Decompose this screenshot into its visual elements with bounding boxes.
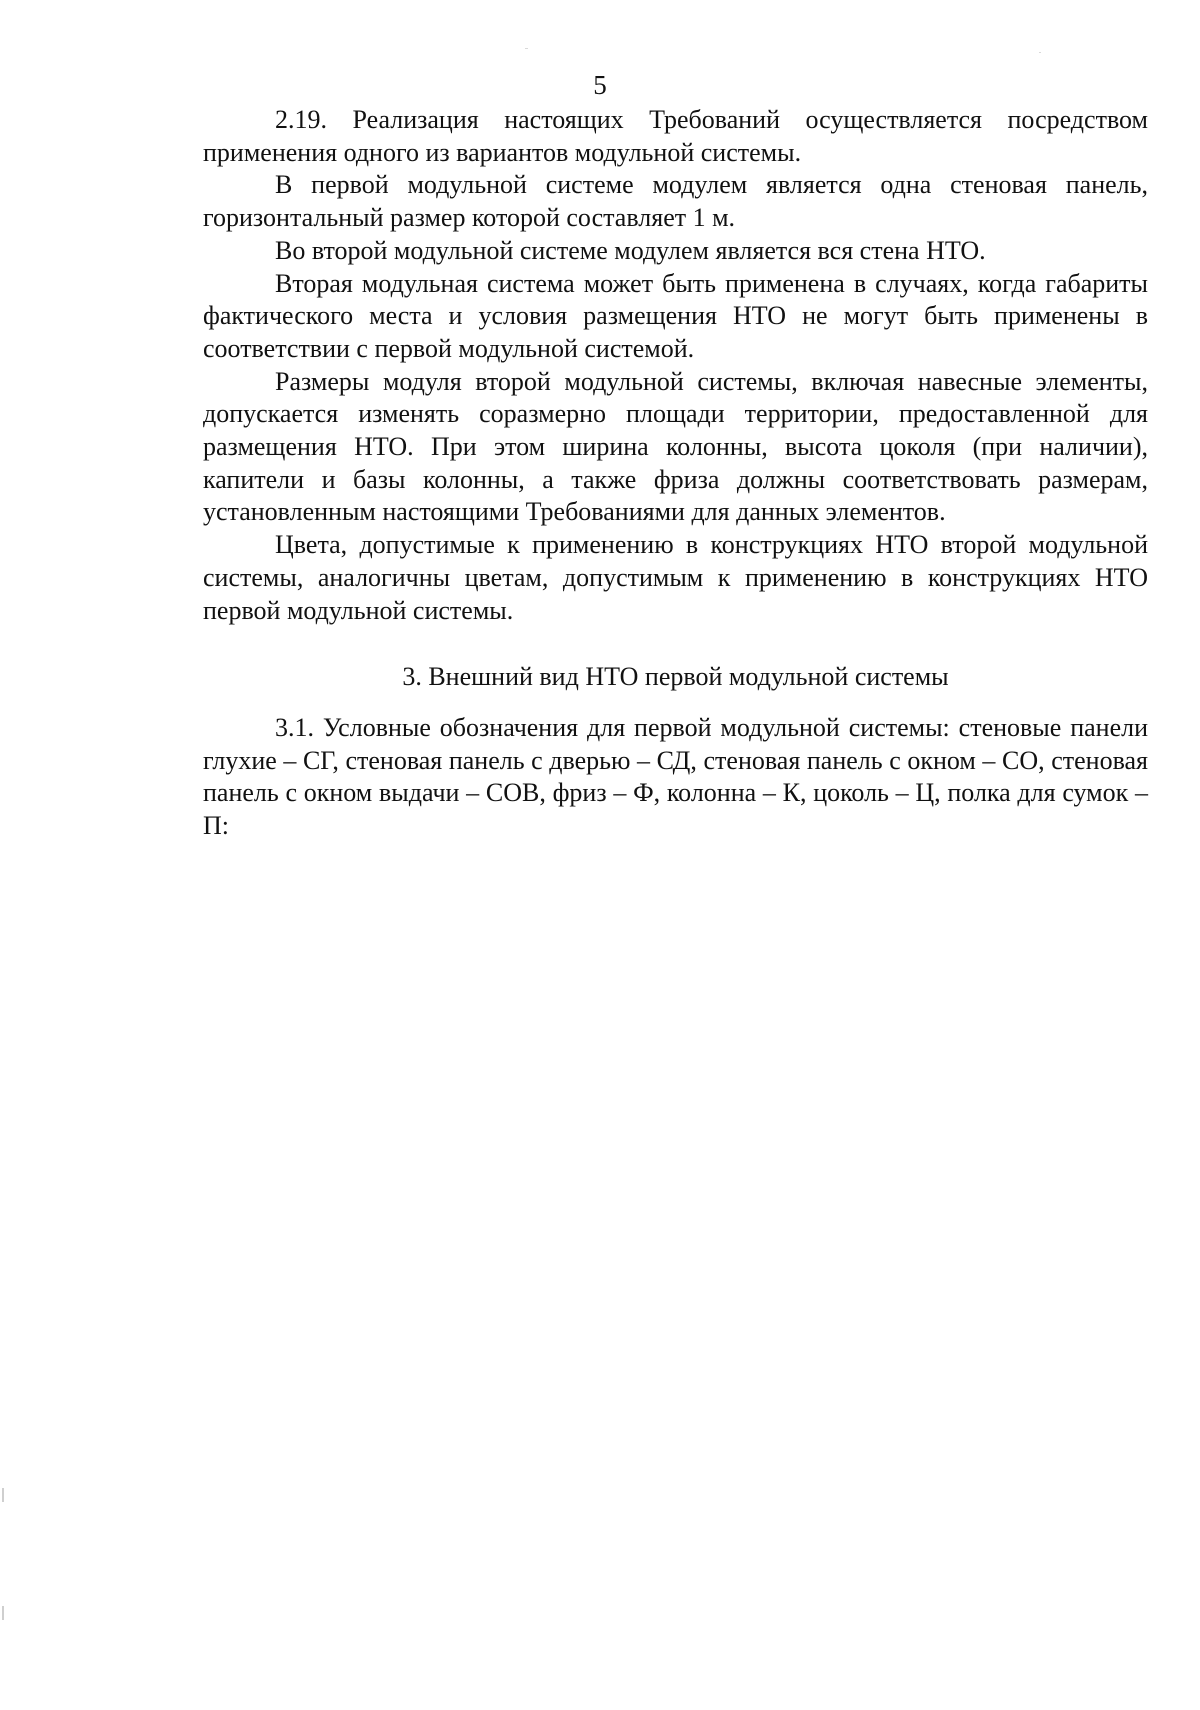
scan-artifact bbox=[525, 48, 528, 49]
scan-artifact bbox=[2, 1606, 4, 1620]
section-heading: 3. Внешний вид НТО первой модульной системы bbox=[402, 662, 949, 692]
paragraph-second-modular-system: Во второй модульной системе модулем является вся стена НТО. bbox=[275, 235, 986, 265]
paragraph-second-system-applicability: Вторая модульная система может быть применена в случаях, когда габариты фактического места и условия размещения НТО не могут быть применены в соответствии с первой модульной системой. bbox=[203, 268, 1148, 363]
paragraph-first-modular-system: В первой модульной системе модулем является одна стеновая панель, горизонтальный размер которой составляет 1 м. bbox=[203, 170, 1148, 233]
paragraph-module-dimensions: Размеры модуля второй модульной системы, включая навесные элементы, допускается изменять соразмерно площади территории, предоставленной для размещения НТО. При этом ширина колонны, высота цоколя (при наличии), капители и базы колонны, а также фриза должны соответствовать размерам, установленным настоящими Требованиями для данных элементов. bbox=[203, 366, 1148, 527]
paragraph-colors: Цвета, допустимые к применению в конструкциях НТО второй модульной системы, аналогичны цветам, допустимым к применению в конструкциях НТО первой модульной системы. bbox=[203, 530, 1148, 625]
scan-artifact bbox=[1039, 52, 1041, 53]
scan-artifact bbox=[2, 1488, 4, 1502]
paragraph-3-1-legend: 3.1. Условные обозначения для первой модульной системы: стеновые панели глухие – СГ, стеновая панель с дверью – СД, стеновая панель с окном – СО, стеновая панель с окном выдачи – СОВ, фриз – Ф, колонна – К, цоколь – Ц, полка для сумок – П: bbox=[203, 712, 1148, 841]
paragraph-2-19: 2.19. Реализация настоящих Требований осуществляется посредством применения одного из вариантов модульной системы. bbox=[203, 105, 1148, 167]
document-body bbox=[203, 104, 1148, 843]
page-number: 5 bbox=[593, 70, 607, 100]
